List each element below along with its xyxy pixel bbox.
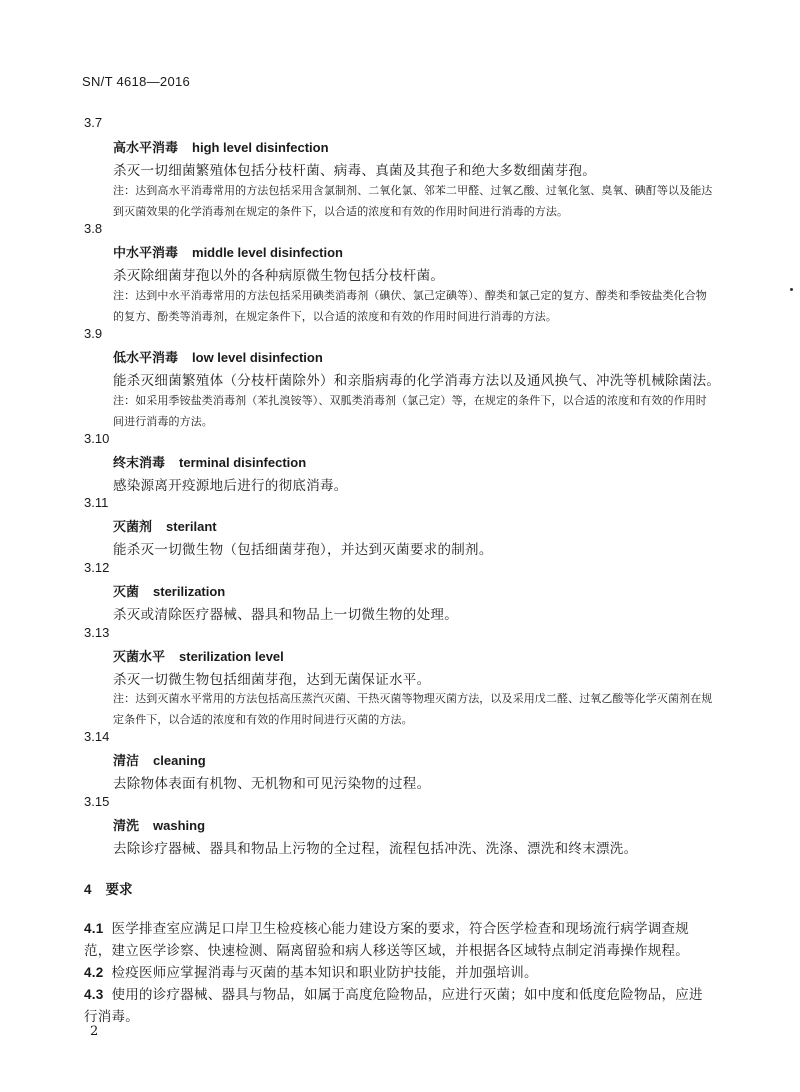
term-chinese: 灭菌剂 (113, 520, 153, 535)
clause-number: 4.3 (84, 987, 104, 1002)
clause-paragraph (84, 984, 708, 1028)
section-heading (84, 878, 133, 898)
term-note: 注：如采用季铵盐类消毒剂（苯扎溴铵等）、双胍类消毒剂（氯己定）等，在规定的条件下，以合适的浓度和有效的作用时间进行消毒的方法。 (113, 394, 707, 428)
clause-paragraph (84, 918, 708, 962)
term-heading (113, 516, 217, 535)
clause-number: 4.2 (84, 965, 104, 980)
term-chinese: 清洗 (113, 819, 140, 834)
term-definition: 杀灭一切细菌繁殖体包括分枝杆菌、病毒、真菌及其孢子和绝大多数细菌芽孢。 (113, 163, 596, 179)
term-definition: 去除物体表面有机物、无机物和可见污染物的过程。 (113, 776, 431, 792)
term-number: 3.15 (84, 794, 110, 809)
term-chinese: 低水平消毒 (113, 351, 179, 366)
standard-code-header: SN/T 4618—2016 (82, 74, 191, 89)
term-heading (113, 242, 343, 261)
term-chinese: 中水平消毒 (113, 246, 179, 261)
term-english: low level disinfection (192, 350, 323, 365)
term-definition: 杀灭一切微生物包括细菌芽孢，达到无菌保证水平。 (113, 672, 431, 688)
term-chinese: 终末消毒 (113, 456, 166, 471)
section-number: 4 (84, 882, 92, 897)
page-number: 2 (90, 1024, 99, 1039)
term-heading (113, 646, 284, 665)
term-number: 3.14 (84, 729, 110, 744)
term-note: 注：达到灭菌水平常用的方法包括高压蒸汽灭菌、干热灭菌等物理灭菌方法，以及采用戊二醛、过氧乙酸等化学灭菌剂在规定条件下，以合适的浓度和有效的作用时间进行灭菌的方法。 (113, 692, 713, 726)
term-definition: 杀灭或清除医疗器械、器具和物品上一切微生物的处理。 (113, 607, 458, 623)
term-number: 3.12 (84, 560, 110, 575)
term-chinese: 高水平消毒 (113, 141, 179, 156)
term-number: 3.11 (84, 495, 109, 510)
term-chinese: 灭菌 (113, 585, 140, 600)
clause-text: 医学排查室应满足口岸卫生检疫核心能力建设方案的要求，符合医学检查和现场流行病学调查规范，建立医学诊察、快速检测、隔离留验和病人移送等区域，并根据各区域特点制定消毒操作规程。 (84, 921, 690, 959)
term-english: cleaning (153, 753, 206, 768)
term-english: middle level disinfection (192, 245, 343, 260)
term-heading (113, 750, 206, 769)
term-definition: 去除诊疗器械、器具和物品上污物的全过程，流程包括冲洗、洗涤、漂洗和终末漂洗。 (113, 841, 638, 857)
term-heading (113, 815, 205, 834)
term-definition: 杀灭除细菌芽孢以外的各种病原微生物包括分枝杆菌。 (113, 268, 445, 284)
term-note: 注：达到中水平消毒常用的方法包括采用碘类消毒剂（碘伏、氯己定碘等）、醇类和氯己定的复方、醇类和季铵盐类化合物的复方、酚类等消毒剂，在规定条件下，以合适的浓度和有效的作用时间进行消毒的方法。 (113, 289, 707, 323)
term-english: washing (153, 818, 206, 833)
term-number: 3.8 (84, 221, 103, 236)
term-heading (113, 347, 323, 366)
term-english: high level disinfection (192, 140, 329, 155)
term-number: 3.10 (84, 431, 110, 446)
term-number: 3.9 (84, 326, 103, 341)
term-definition: 能杀灭细菌繁殖体（分枝杆菌除外）和亲脂病毒的化学消毒方法以及通风换气、冲洗等机械除菌法。 (113, 373, 721, 389)
term-heading (113, 137, 329, 156)
term-number: 3.13 (84, 625, 110, 640)
term-note: 注：达到高水平消毒常用的方法包括采用含氯制剂、二氧化氯、邻苯二甲醛、过氧乙酸、过氧化氢、臭氧、碘酊等以及能达到灭菌效果的化学消毒剂在规定的条件下，以合适的浓度和有效的作用时间进行消毒的方法。 (113, 184, 713, 218)
term-definition: 能杀灭一切微生物（包括细菌芽孢），并达到灭菌要求的制剂。 (113, 542, 493, 558)
term-english: sterilization level (179, 649, 284, 664)
term-heading (113, 581, 225, 600)
term-english: terminal disinfection (179, 455, 307, 470)
clause-text: 检疫医师应掌握消毒与灭菌的基本知识和职业防护技能，并加强培训。 (111, 965, 538, 981)
section-title: 要求 (105, 882, 133, 898)
term-english: sterilization (153, 584, 226, 599)
clause-text: 使用的诊疗器械、器具与物品，如属于高度危险物品，应进行灭菌；如中度和低度危险物品，应进行消毒。 (84, 987, 703, 1025)
term-number: 3.7 (84, 115, 103, 130)
scan-speck (790, 288, 793, 291)
term-definition: 感染源离开疫源地后进行的彻底消毒。 (113, 478, 348, 494)
term-english: sterilant (166, 519, 217, 534)
term-chinese: 灭菌水平 (113, 650, 166, 665)
term-chinese: 清洁 (113, 754, 140, 769)
clause-number: 4.1 (84, 921, 104, 936)
clause-paragraph (84, 962, 708, 984)
term-heading (113, 452, 306, 471)
